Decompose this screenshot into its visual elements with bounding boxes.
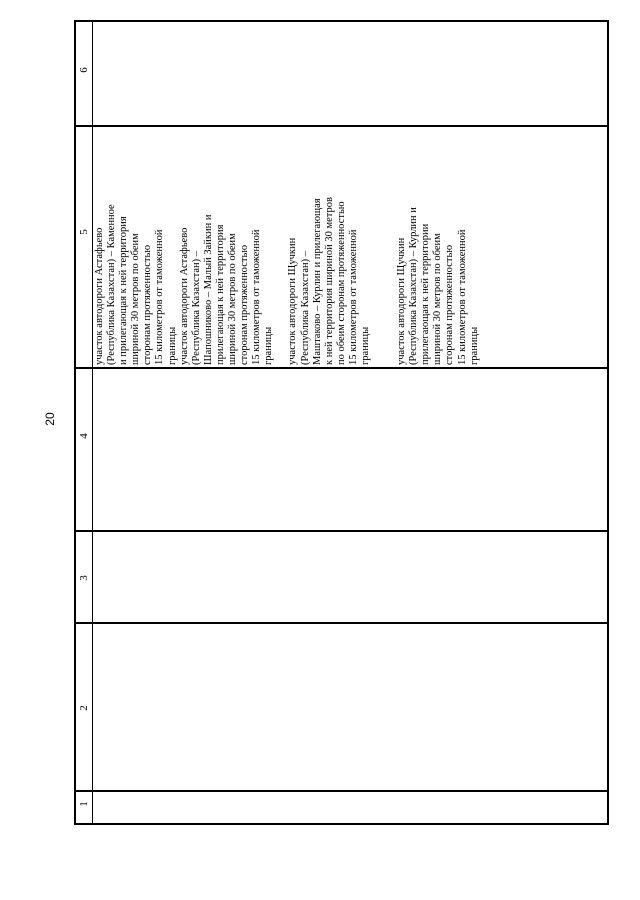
entry-line: сторонам протяженностью xyxy=(444,244,456,365)
entry-line: (Республика Казахстан) – xyxy=(299,251,311,365)
road-section-entry xyxy=(396,125,481,365)
entry-line: сторонам протяженностью xyxy=(239,244,251,365)
entry-line: по обеим сторонам протяженностью xyxy=(335,201,347,365)
entry-line: к ней территория шириной 30 метров xyxy=(323,197,335,365)
column-number-divider xyxy=(92,22,93,823)
entry-spacer xyxy=(384,125,396,365)
column-5-text xyxy=(94,125,524,367)
column-number-5: 5 xyxy=(78,229,90,235)
entry-line: участок автодороги Щучкин xyxy=(287,237,299,365)
column-number-1: 1 xyxy=(78,801,90,807)
table-frame xyxy=(74,20,609,825)
column-separator-4-3 xyxy=(76,530,607,532)
column-number-4: 4 xyxy=(78,433,90,439)
entry-line: (Республика Казахстан) – xyxy=(190,251,202,365)
entry-line: прилегающая к ней территория xyxy=(214,224,226,365)
column-separator-5-4 xyxy=(76,367,607,369)
road-section-entry xyxy=(94,125,179,365)
entry-spacer xyxy=(372,125,384,365)
entry-line: 15 километров от таможенной xyxy=(456,229,468,365)
column-separator-2-1 xyxy=(76,790,607,792)
entry-line: границы xyxy=(359,326,371,365)
entry-line: границы xyxy=(166,326,178,365)
entry-line: 15 километров от таможенной xyxy=(251,229,263,365)
entry-line: шириной 30 метров по обеим xyxy=(227,233,239,365)
entry-line: участок автодороги Щучкин xyxy=(396,237,408,365)
entry-line: границы xyxy=(468,326,480,365)
entry-line: и прилегающая к ней территория xyxy=(118,216,130,365)
column-separator-3-2 xyxy=(76,622,607,624)
entry-line: участок автодороги Астафьево xyxy=(94,227,105,365)
column-number-6: 6 xyxy=(78,67,90,73)
entry-line: Шапошниково – Малый Зайкин и xyxy=(202,214,214,365)
entry-line: Маштаково – Курлин и прилегающая xyxy=(311,198,323,365)
entry-line: 15 километров от таможенной xyxy=(347,229,359,365)
entry-line: сторонам протяженностью xyxy=(142,244,154,365)
road-section-entry xyxy=(179,125,276,365)
entry-spacer xyxy=(275,125,287,365)
page-number: 20 xyxy=(43,412,57,426)
entry-line: шириной 30 метров по обеим xyxy=(432,233,444,365)
road-section-entry xyxy=(287,125,372,365)
entry-line: участок автодороги Астафьево xyxy=(178,227,190,365)
entry-line: (Республика Казахстан) – Курлин и xyxy=(408,207,420,365)
entry-line: границы xyxy=(263,326,275,365)
column-number-2: 2 xyxy=(78,705,90,711)
entry-line: (Республика Казахстан) – Каменное xyxy=(106,204,118,365)
column-number-3: 3 xyxy=(78,575,90,581)
entry-line: шириной 30 метров по обеим xyxy=(130,233,142,365)
entry-line: прилегающая к ней территории xyxy=(420,223,432,365)
entry-line: 15 километров от таможенной xyxy=(154,229,166,365)
